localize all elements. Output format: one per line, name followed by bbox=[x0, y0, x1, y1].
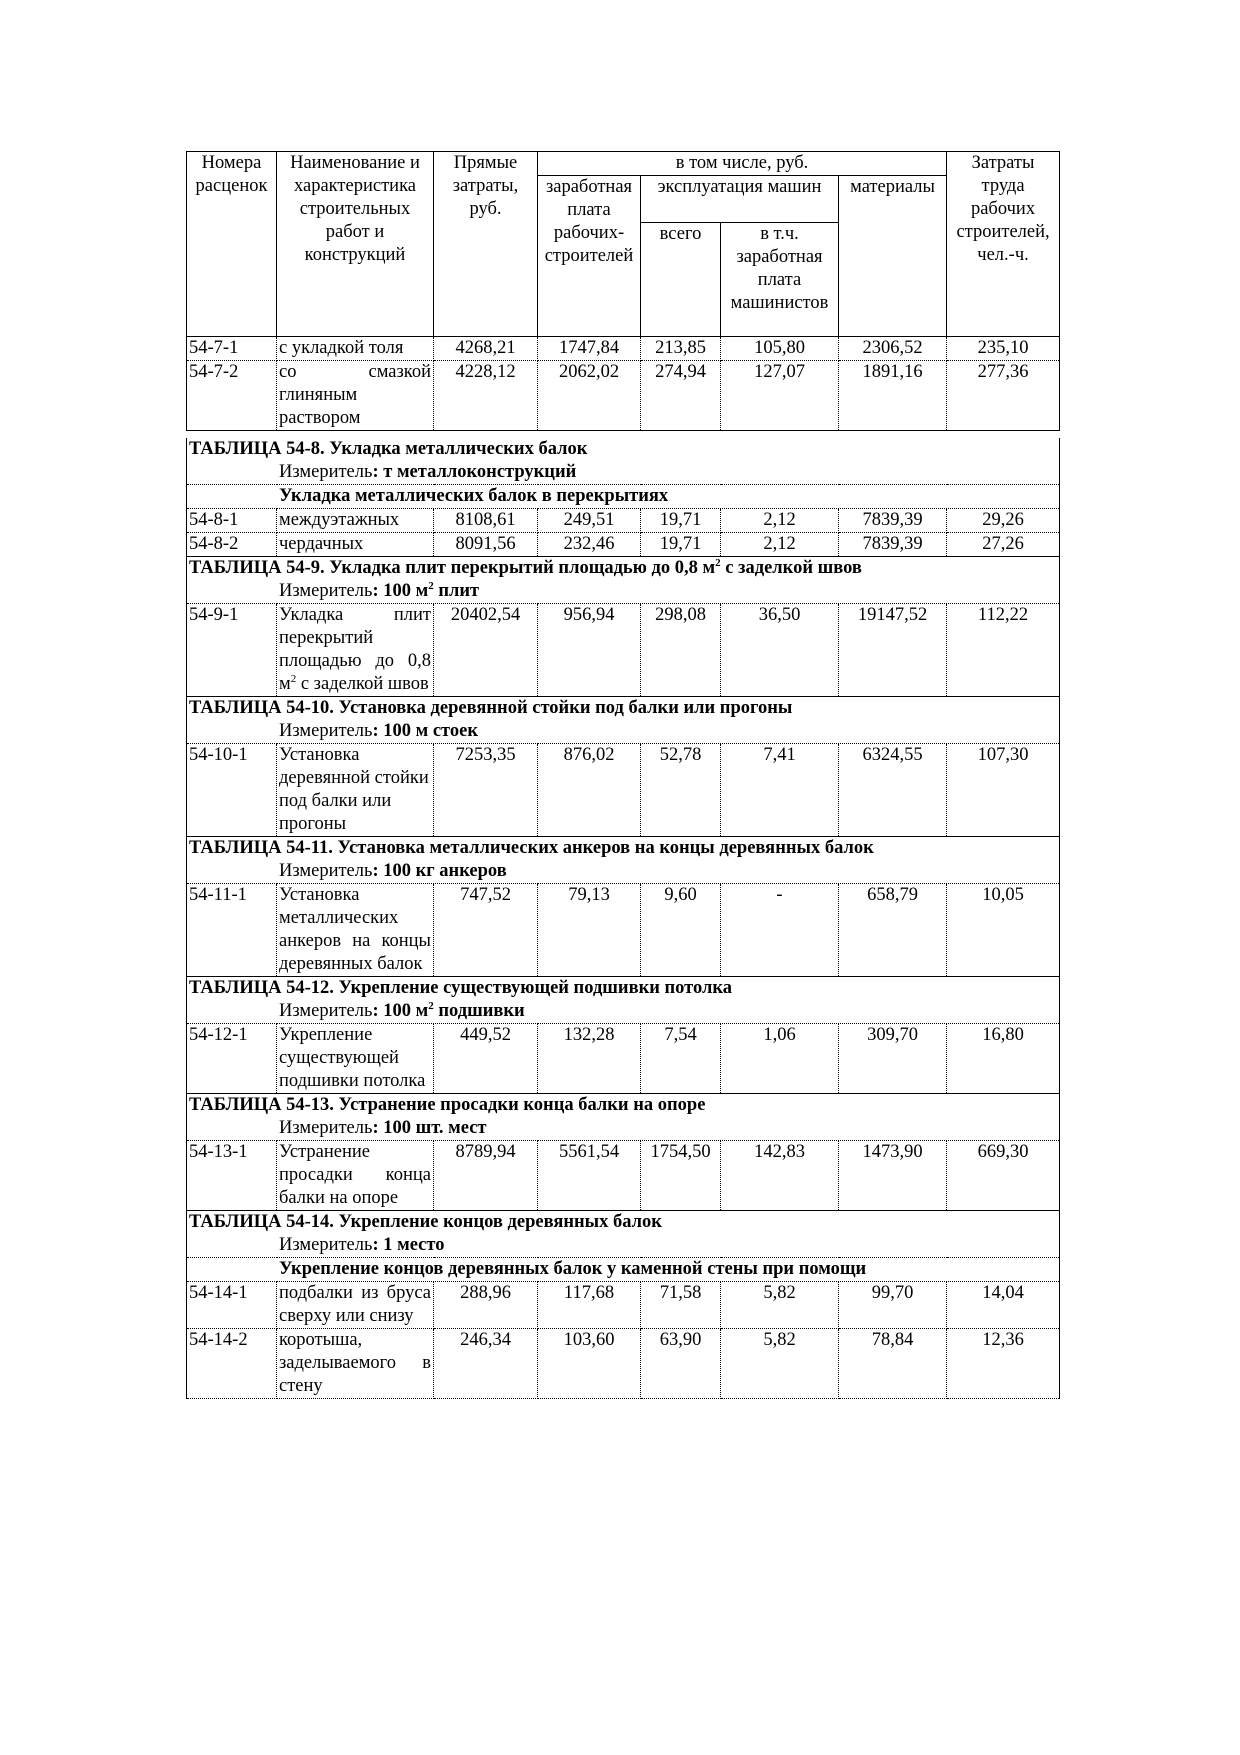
direct-cost: 8789,94 bbox=[434, 1141, 538, 1211]
labor-cost: 10,05 bbox=[947, 884, 1060, 977]
measure-54-13 bbox=[187, 1117, 1060, 1141]
rate-name: междуэтажных bbox=[277, 509, 434, 533]
direct-cost: 20402,54 bbox=[434, 604, 538, 697]
measure-54-9 bbox=[187, 580, 1060, 604]
rate-name: чердачных bbox=[277, 533, 434, 557]
measure-54-11 bbox=[187, 860, 1060, 884]
measure-54-12 bbox=[187, 1000, 1060, 1024]
machinist-wage: 105,80 bbox=[721, 337, 839, 361]
machinist-wage: 5,82 bbox=[721, 1329, 839, 1399]
rate-name: подбалки из бруса сверху или снизу bbox=[277, 1282, 434, 1329]
labor-cost: 277,36 bbox=[947, 361, 1060, 431]
machinist-wage: 7,41 bbox=[721, 744, 839, 837]
header-machines-total: всего bbox=[641, 223, 721, 337]
labor-cost: 107,30 bbox=[947, 744, 1060, 837]
rate-name-end: с заделкой швов bbox=[296, 674, 429, 694]
materials-cost: 309,70 bbox=[839, 1024, 947, 1094]
rate-name bbox=[277, 604, 434, 697]
rates-main-table bbox=[186, 438, 1060, 1399]
measure-label: Измеритель bbox=[279, 462, 373, 482]
table-row bbox=[187, 1329, 1060, 1399]
measure-value: : 100 м стоек bbox=[372, 721, 479, 741]
machinist-wage: 2,12 bbox=[721, 533, 839, 557]
header-machines-wage: в т.ч. заработная плата машинистов bbox=[721, 223, 839, 337]
wage-cost: 1747,84 bbox=[538, 337, 641, 361]
materials-cost: 19147,52 bbox=[839, 604, 947, 697]
direct-cost: 449,52 bbox=[434, 1024, 538, 1094]
machinist-wage: 5,82 bbox=[721, 1282, 839, 1329]
rate-name-sup: 2 bbox=[290, 672, 297, 685]
header-labor: Затраты труда рабочих строителей, чел.-ч. bbox=[947, 152, 1060, 337]
measure-value: : 100 м bbox=[372, 581, 429, 601]
direct-cost: 288,96 bbox=[434, 1282, 538, 1329]
materials-cost: 1891,16 bbox=[839, 361, 947, 431]
measure-54-8 bbox=[187, 461, 1060, 485]
wage-cost: 2062,02 bbox=[538, 361, 641, 431]
direct-cost: 246,34 bbox=[434, 1329, 538, 1399]
wage-cost: 117,68 bbox=[538, 1282, 641, 1329]
wage-cost: 79,13 bbox=[538, 884, 641, 977]
machine-cost: 298,08 bbox=[641, 604, 721, 697]
rate-code: 54-8-2 bbox=[187, 533, 277, 557]
table-row bbox=[187, 1141, 1060, 1211]
direct-cost: 8108,61 bbox=[434, 509, 538, 533]
measure-value: : 1 место bbox=[372, 1235, 445, 1255]
machine-cost: 7,54 bbox=[641, 1024, 721, 1094]
table-row bbox=[187, 604, 1060, 697]
wage-cost: 956,94 bbox=[538, 604, 641, 697]
wage-cost: 5561,54 bbox=[538, 1141, 641, 1211]
rate-code: 54-11-1 bbox=[187, 884, 277, 977]
materials-cost: 7839,39 bbox=[839, 533, 947, 557]
measure-label: Измеритель bbox=[279, 1001, 373, 1021]
labor-cost: 29,26 bbox=[947, 509, 1060, 533]
rate-code: 54-7-2 bbox=[187, 361, 277, 431]
machine-cost: 19,71 bbox=[641, 533, 721, 557]
measure-value: : 100 шт. мест bbox=[372, 1118, 487, 1138]
labor-cost: 112,22 bbox=[947, 604, 1060, 697]
materials-cost: 1473,90 bbox=[839, 1141, 947, 1211]
header-direct-costs: Прямые затраты, руб. bbox=[434, 152, 538, 337]
machine-cost: 9,60 bbox=[641, 884, 721, 977]
section-title-54-11: ТАБЛИЦА 54-11. Установка металлических анкеров на концы деревянных балок bbox=[187, 837, 1060, 861]
labor-cost: 16,80 bbox=[947, 1024, 1060, 1094]
rate-code: 54-7-1 bbox=[187, 337, 277, 361]
subheading-54-14: Укрепление концов деревянных балок у каменной стены при помощи bbox=[187, 1258, 1060, 1282]
wage-cost: 876,02 bbox=[538, 744, 641, 837]
table-row bbox=[187, 361, 1060, 431]
measure-sup: 2 bbox=[428, 999, 434, 1012]
section-title-54-13: ТАБЛИЦА 54-13. Устранение просадки конца балки на опоре bbox=[187, 1094, 1060, 1118]
measure-value: : т металлоконструкций bbox=[372, 462, 577, 482]
labor-cost: 235,10 bbox=[947, 337, 1060, 361]
labor-cost: 669,30 bbox=[947, 1141, 1060, 1211]
rate-code: 54-13-1 bbox=[187, 1141, 277, 1211]
materials-cost: 78,84 bbox=[839, 1329, 947, 1399]
table-row bbox=[187, 337, 1060, 361]
rate-name-text: Укладка плит перекрытий площадью до 0,8 м bbox=[279, 605, 431, 694]
rate-code: 54-14-2 bbox=[187, 1329, 277, 1399]
measure-sup: 2 bbox=[428, 579, 434, 592]
header-wage: заработная плата рабочих-строителей bbox=[538, 176, 641, 337]
machine-cost: 19,71 bbox=[641, 509, 721, 533]
wage-cost: 232,46 bbox=[538, 533, 641, 557]
table-row bbox=[187, 509, 1060, 533]
table-row bbox=[187, 744, 1060, 837]
materials-cost: 2306,52 bbox=[839, 337, 947, 361]
table-row bbox=[187, 1024, 1060, 1094]
header-number: Номера расценок bbox=[187, 152, 277, 337]
rate-name: Установка деревянной стойки под балки или прогоны bbox=[277, 744, 434, 837]
rate-name: Укрепление существующей подшивки потолка bbox=[277, 1024, 434, 1094]
rate-name: Устранение просадки конца балки на опоре bbox=[277, 1141, 434, 1211]
materials-cost: 7839,39 bbox=[839, 509, 947, 533]
title-text: ТАБЛИЦА 54-9. Укладка плит перекрытий площадью до 0,8 м bbox=[189, 558, 716, 578]
wage-cost: 132,28 bbox=[538, 1024, 641, 1094]
machinist-wage: 1,06 bbox=[721, 1024, 839, 1094]
section-title-54-10: ТАБЛИЦА 54-10. Установка деревянной стойки под балки или прогоны bbox=[187, 697, 1060, 721]
machine-cost: 52,78 bbox=[641, 744, 721, 837]
machine-cost: 71,58 bbox=[641, 1282, 721, 1329]
machinist-wage: 36,50 bbox=[721, 604, 839, 697]
rate-code: 54-9-1 bbox=[187, 604, 277, 697]
title-sup: 2 bbox=[715, 556, 721, 569]
direct-cost: 7253,35 bbox=[434, 744, 538, 837]
header-materials: материалы bbox=[839, 176, 947, 337]
rate-code: 54-14-1 bbox=[187, 1282, 277, 1329]
subheading-54-8: Укладка металлических балок в перекрытиях bbox=[187, 485, 1060, 509]
labor-cost: 12,36 bbox=[947, 1329, 1060, 1399]
table-row bbox=[187, 533, 1060, 557]
rate-name: со смазкой глиняным раствором bbox=[277, 361, 434, 431]
direct-cost: 8091,56 bbox=[434, 533, 538, 557]
table-row bbox=[187, 884, 1060, 977]
rates-header-table bbox=[186, 151, 1060, 431]
measure-label: Измеритель bbox=[279, 721, 373, 741]
section-title-54-9 bbox=[187, 557, 1060, 581]
rate-name: коротыша, заделываемого в стену bbox=[277, 1329, 434, 1399]
machine-cost: 213,85 bbox=[641, 337, 721, 361]
measure-value-end: плит bbox=[433, 581, 480, 601]
machinist-wage: 2,12 bbox=[721, 509, 839, 533]
rate-name: с укладкой толя bbox=[277, 337, 434, 361]
measure-54-14 bbox=[187, 1234, 1060, 1258]
rate-code: 54-12-1 bbox=[187, 1024, 277, 1094]
wage-cost: 103,60 bbox=[538, 1329, 641, 1399]
labor-cost: 27,26 bbox=[947, 533, 1060, 557]
header-name: Наименование и характеристика строительных работ и конструкций bbox=[277, 152, 434, 337]
table-row bbox=[187, 1282, 1060, 1329]
measure-value-end: подшивки bbox=[433, 1001, 525, 1021]
header-including: в том числе, руб. bbox=[538, 152, 947, 176]
materials-cost: 6324,55 bbox=[839, 744, 947, 837]
wage-cost: 249,51 bbox=[538, 509, 641, 533]
measure-label: Измеритель bbox=[279, 1235, 373, 1255]
machine-cost: 274,94 bbox=[641, 361, 721, 431]
measure-label: Измеритель bbox=[279, 861, 373, 881]
materials-cost: 99,70 bbox=[839, 1282, 947, 1329]
rate-code: 54-8-1 bbox=[187, 509, 277, 533]
header-machines: эксплуатация машин bbox=[641, 176, 839, 223]
rate-name: Установка металлических анкеров на концы деревянных балок bbox=[277, 884, 434, 977]
title-text-end: с заделкой швов bbox=[720, 558, 862, 578]
measure-value: : 100 кг анкеров bbox=[372, 861, 507, 881]
section-title-54-14: ТАБЛИЦА 54-14. Укрепление концов деревянных балок bbox=[187, 1211, 1060, 1235]
measure-label: Измеритель bbox=[279, 581, 373, 601]
measure-54-10 bbox=[187, 720, 1060, 744]
rate-code: 54-10-1 bbox=[187, 744, 277, 837]
machine-cost: 63,90 bbox=[641, 1329, 721, 1399]
direct-cost: 4228,12 bbox=[434, 361, 538, 431]
materials-cost: 658,79 bbox=[839, 884, 947, 977]
measure-value: : 100 м bbox=[372, 1001, 429, 1021]
direct-cost: 4268,21 bbox=[434, 337, 538, 361]
machinist-wage: - bbox=[721, 884, 839, 977]
section-title-54-12: ТАБЛИЦА 54-12. Укрепление существующей подшивки потолка bbox=[187, 977, 1060, 1001]
machinist-wage: 127,07 bbox=[721, 361, 839, 431]
labor-cost: 14,04 bbox=[947, 1282, 1060, 1329]
machine-cost: 1754,50 bbox=[641, 1141, 721, 1211]
direct-cost: 747,52 bbox=[434, 884, 538, 977]
section-title-54-8: ТАБЛИЦА 54-8. Укладка металлических балок bbox=[187, 438, 1060, 461]
machinist-wage: 142,83 bbox=[721, 1141, 839, 1211]
measure-label: Измеритель bbox=[279, 1118, 373, 1138]
